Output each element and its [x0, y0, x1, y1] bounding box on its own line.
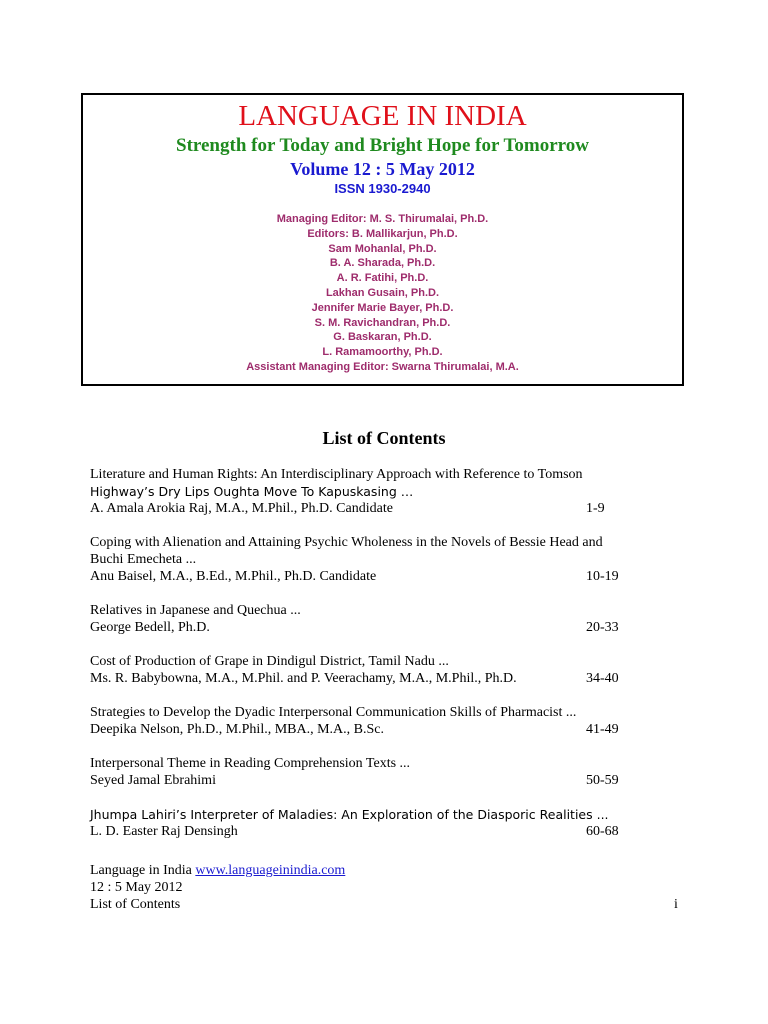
entry-title: Coping with Alienation and Attaining Psychic Wholeness in the Novels of Bessie Head and [90, 535, 603, 550]
editor-line: Managing Editor: M. S. Thirumalai, Ph.D. [276, 213, 489, 225]
entry-title: Strategies to Develop the Dyadic Interpersonal Communication Skills of Pharmacist ... [90, 705, 577, 720]
entry-title: Relatives in Japanese and Quechua ... [90, 603, 301, 618]
journal-title: LANGUAGE IN INDIA [238, 100, 527, 132]
footer-section: List of Contents [90, 897, 181, 912]
editor-line: G. Baskaran, Ph.D. [333, 331, 432, 344]
entry-author: Deepika Nelson, Ph.D., M.Phil., MBA., M.A., B.Sc. [90, 722, 385, 737]
editor-line: Assistant Managing Editor: Swarna Thirumalai, M.A. [246, 360, 519, 373]
entry-pages: 60-68 [586, 824, 619, 839]
entry-title: Highway’s Dry Lips Oughta Move To Kapuskasing … [90, 484, 414, 499]
entry-author: George Bedell, Ph.D. [90, 620, 210, 635]
entry-pages: 20-33 [586, 620, 619, 635]
entry-title: Jhumpa Lahiri’s Interpreter of Maladies: An Exploration of the Diasporic Realities ... [90, 807, 609, 822]
page-footer [90, 862, 690, 913]
entry-title: Interpersonal Theme in Reading Comprehension Texts ... [90, 756, 411, 771]
toc-entry[interactable] [90, 755, 690, 789]
entry-author: Seyed Jamal Ebrahimi [90, 773, 216, 788]
entry-title: Cost of Production of Grape in Dindigul District, Tamil Nadu ... [90, 654, 449, 669]
entry-author: A. Amala Arokia Raj, M.A., M.Phil., Ph.D. Candidate [90, 501, 393, 516]
issn: ISSN 1930-2940 [334, 181, 431, 196]
entry-pages: 34-40 [586, 671, 619, 686]
editor-line: Lakhan Gusain, Ph.D. [325, 286, 440, 299]
entry-pages: 1-9 [586, 501, 605, 516]
footer-journal-name: Language in India [90, 863, 196, 878]
entry-author: L. D. Easter Raj Densingh [90, 824, 238, 839]
editor-line: Editors: B. Mallikarjun, Ph.D. [307, 227, 458, 240]
journal-masthead [81, 93, 684, 386]
volume-issue: Volume 12 : 5 May 2012 [290, 159, 475, 179]
editor-line: L. Ramamoorthy, Ph.D. [322, 346, 443, 359]
contents-heading: List of Contents [322, 428, 446, 448]
toc-entry[interactable] [90, 466, 690, 517]
toc-entry[interactable] [90, 602, 690, 636]
toc-entry[interactable] [90, 534, 690, 585]
entry-pages: 41-49 [586, 722, 619, 737]
editor-line: Jennifer Marie Bayer, Ph.D. [311, 301, 454, 314]
entry-title: Literature and Human Rights: An Interdisciplinary Approach with Reference to Tomson [90, 467, 583, 482]
editors-list [83, 212, 682, 375]
entry-author: Anu Baisel, M.A., B.Ed., M.Phil., Ph.D. Candidate [90, 569, 377, 584]
journal-website-link[interactable]: www.languageinindia.com [195, 863, 346, 878]
toc-entry[interactable] [90, 704, 690, 738]
entry-pages: 10-19 [586, 569, 619, 584]
page-number: i [674, 897, 678, 912]
editor-line: B. A. Sharada, Ph.D. [329, 257, 436, 270]
editor-line: S. M. Ravichandran, Ph.D. [314, 316, 451, 329]
journal-tagline: Strength for Today and Bright Hope for Tomorrow [176, 135, 589, 156]
toc-entry[interactable] [90, 806, 690, 840]
footer-issue: 12 : 5 May 2012 [90, 880, 183, 895]
entry-pages: 50-59 [586, 773, 619, 788]
entry-author: Ms. R. Babybowna, M.A., M.Phil. and P. Veerachamy, M.A., M.Phil., Ph.D. [90, 671, 517, 686]
editor-line: A. R. Fatihi, Ph.D. [336, 272, 429, 285]
toc-entry[interactable] [90, 653, 690, 687]
table-of-contents [90, 466, 690, 840]
entry-title: Buchi Emecheta ... [90, 552, 197, 567]
editor-line: Sam Mohanlal, Ph.D. [328, 242, 437, 255]
